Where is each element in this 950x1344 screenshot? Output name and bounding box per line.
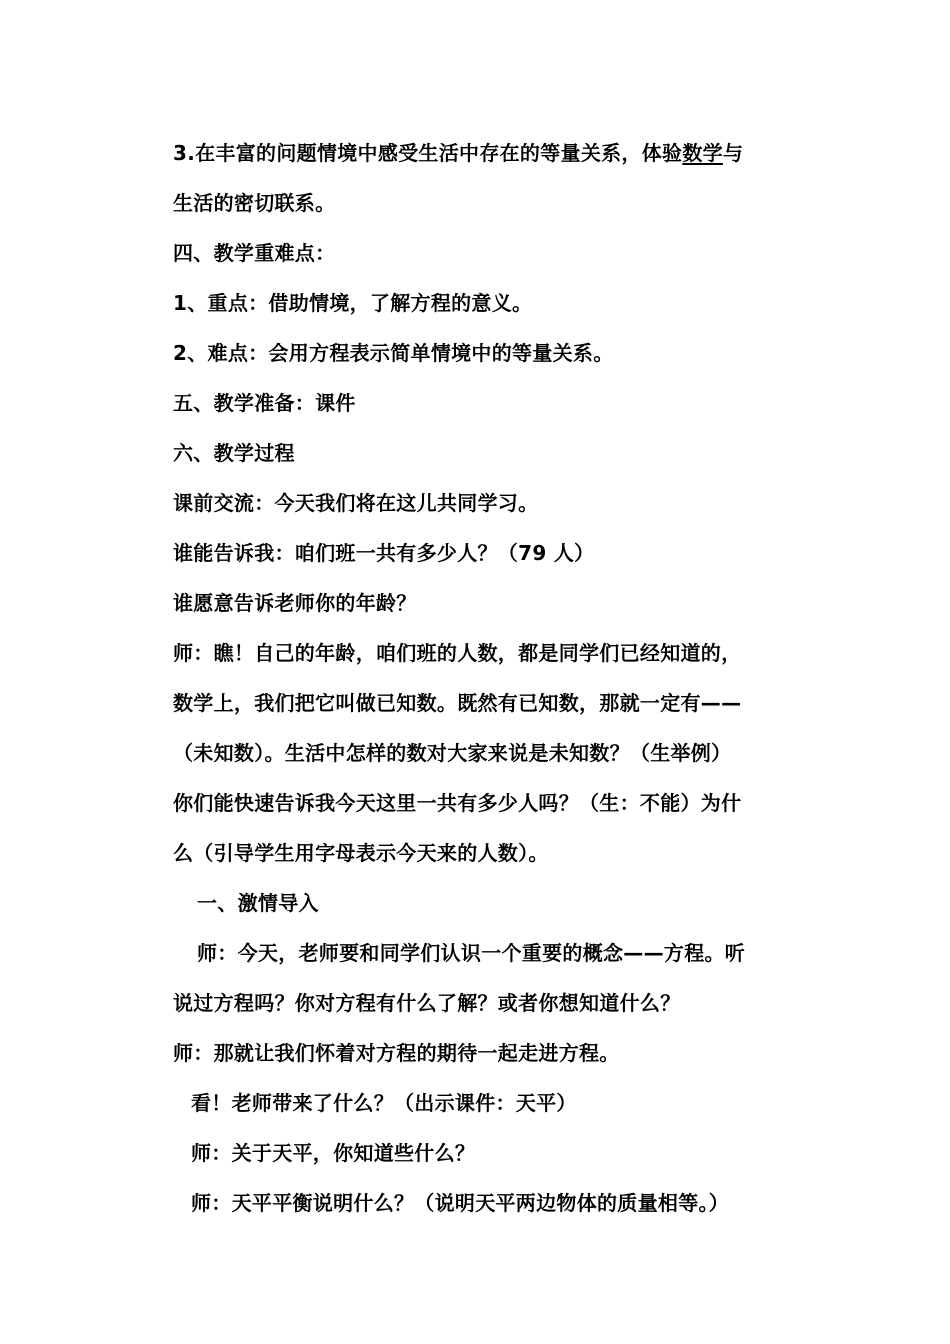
section-heading: 六、教学过程	[173, 441, 295, 465]
text-line: 数学上，我们把它叫做已知数。既然有已知数，那就一定有——	[173, 691, 742, 715]
text-line: 看！老师带来了什么？（出示课件：天平）	[191, 1091, 577, 1115]
text-line: （未知数）。生活中怎样的数对大家来说是未知数？（生举例）	[173, 741, 732, 765]
text-line: 师：关于天平，你知道些什么？	[191, 1141, 476, 1165]
text-line: 2、难点：会用方程表示简单情境中的等量关系。	[173, 341, 614, 365]
section-heading: 一、激情导入	[197, 891, 319, 915]
section-heading: 四、教学重难点：	[173, 241, 336, 265]
text-line: 1、重点：借助情境，了解方程的意义。	[173, 291, 533, 315]
document-body	[173, 128, 813, 1228]
text-line: 生活的密切联系。	[173, 191, 336, 215]
underlined-word: 数学	[682, 141, 723, 165]
section-heading: 五、教学准备：课件	[173, 391, 356, 415]
text-line: 课前交流：今天我们将在这儿共同学习。	[173, 491, 539, 515]
text-line: 师：今天，老师要和同学们认识一个重要的概念——方程。听	[197, 941, 746, 965]
text-line: 么（引导学生用字母表示今天来的人数）。	[173, 841, 549, 865]
text-segment: 3.在丰富的问题情境中感受生活中存在的等量关系，体验	[173, 141, 683, 165]
text-line: 谁能告诉我：咱们班一共有多少人？（79 人）	[173, 541, 595, 565]
text-line: 说过方程吗？你对方程有什么了解？或者你想知道什么？	[173, 991, 681, 1015]
text-line: 师：天平平衡说明什么？（说明天平两边物体的质量相等。）	[191, 1191, 730, 1215]
text-segment: 与	[722, 141, 744, 165]
text-line: 谁愿意告诉老师你的年龄？	[173, 591, 417, 615]
text-line: 师：瞧！自己的年龄，咱们班的人数，都是同学们已经知道的，	[173, 641, 742, 665]
text-line-objective-3	[173, 128, 813, 178]
text-line: 你们能快速告诉我今天这里一共有多少人吗？（生：不能）为什	[173, 791, 742, 815]
text-line: 师：那就让我们怀着对方程的期待一起走进方程。	[173, 1041, 620, 1065]
